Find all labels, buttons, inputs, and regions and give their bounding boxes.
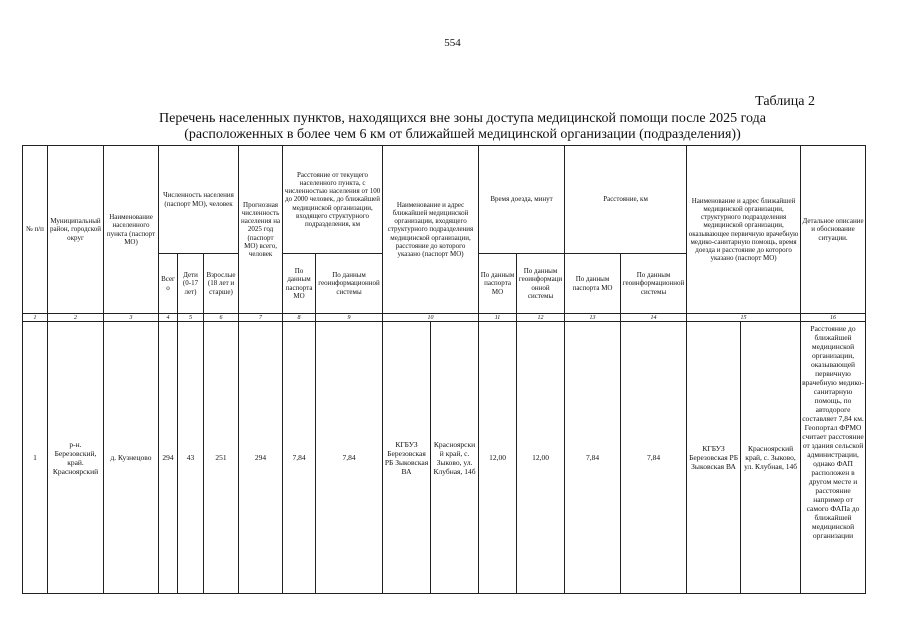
page-number: 554 <box>444 37 461 49</box>
col-number: 10 <box>383 314 479 322</box>
header-distance-to-unit: Расстояние от текущего населенного пункта, с численностью населения от 100 до 2000 человек, до ближайшей медицинской организации, входящего структурного подразделения, км <box>283 146 383 254</box>
column-number-row <box>23 314 866 322</box>
header-pop-total: Всего <box>159 254 178 314</box>
cell-org-name: КГБУЗ Березовская РБ Зыковская ВА <box>383 322 431 594</box>
header-time-geo: По данным геоинформационной системы <box>517 254 565 314</box>
header-pop-adults: Взрослые (18 лет и старше) <box>204 254 239 314</box>
header-municipality: Муниципальный район, городской округ <box>48 146 104 314</box>
cell-num: 1 <box>23 322 48 594</box>
header-travel-time: Время доезда, минут <box>479 146 565 254</box>
cell-time-passport: 12,00 <box>479 322 517 594</box>
header-km-passport: По данным паспорта МО <box>565 254 621 314</box>
col-number: 3 <box>104 314 159 322</box>
cell-description: Расстояние до ближайшей медицинской организации, оказывающей первичную врачебную медико-санитарную помощь, по автодороге составляет 7,84 км. Геопортал ФРМО считает расстояние от здания сельской администрации, однако ФАП расположен в другом месте и расстояние например от самого ФАПа до ближайшей медицинской организации <box>801 322 866 594</box>
header-distance-km: Расстояние, км <box>565 146 687 254</box>
cell-settlement: д. Кузнецово <box>104 322 159 594</box>
header-dist-geo: По данным геоинформационной системы <box>316 254 383 314</box>
header-num: № п/п <box>23 146 48 314</box>
header-km-geo: По данным геоинформационной системы <box>621 254 687 314</box>
cell-forecast: 294 <box>239 322 283 594</box>
col-number: 4 <box>159 314 178 322</box>
document-subtitle: (расположенных в более чем 6 км от ближайшей медицинской организации (подразделения)) <box>184 127 741 142</box>
cell-dist-geo: 7,84 <box>316 322 383 594</box>
cell-km-passport: 7,84 <box>565 322 621 594</box>
col-number: 14 <box>621 314 687 322</box>
cell-dist-passport: 7,84 <box>283 322 316 594</box>
document-title: Перечень населенных пунктов, находящихся вне зоны доступа медицинской помощи после 2025 года <box>159 111 766 126</box>
col-number: 13 <box>565 314 621 322</box>
col-number: 5 <box>178 314 204 322</box>
header-settlement: Наименование населенного пункта (паспорт МО) <box>104 146 159 314</box>
cell-org-address: Красноярский край, с. Зыково, ул. Клубная, 14б <box>431 322 479 594</box>
header-time-passport: По данным паспорта МО <box>479 254 517 314</box>
col-number: 7 <box>239 314 283 322</box>
header-dist-passport: По данным паспорта МО <box>283 254 316 314</box>
cell-pc-org-address: Красноярский край, с. Зыково, ул. Клубная, 14б <box>741 322 801 594</box>
col-number: 15 <box>687 314 801 322</box>
col-number: 16 <box>801 314 866 322</box>
settlements-table <box>22 145 866 594</box>
cell-km-geo: 7,84 <box>621 322 687 594</box>
header-detailed: Детальное описание и обоснование ситуации. <box>801 146 866 314</box>
table-label: Таблица 2 <box>755 94 815 109</box>
cell-pop-children: 43 <box>178 322 204 594</box>
table-row <box>23 322 866 594</box>
header-row-1 <box>23 146 866 254</box>
col-number: 1 <box>23 314 48 322</box>
cell-pop-total: 294 <box>159 322 178 594</box>
header-nearest-org: Наименование и адрес ближайшей медицинской организации, входящего структурного подразделения медицинской организации, расстояние до которого указано (паспорт МО) <box>383 146 479 314</box>
col-number: 8 <box>283 314 316 322</box>
header-primary-care-org: Наименование и адрес ближайшей медицинской организации, структурного подразделения медицинской организации, оказывающее первичную врачебную медико-санитарную помощь, время доезда и расстояние до которого указано (паспорт МО) <box>687 146 801 314</box>
header-population: Численность населения (паспорт МО), человек <box>159 146 239 254</box>
col-number: 9 <box>316 314 383 322</box>
col-number: 6 <box>204 314 239 322</box>
cell-pc-org-name: КГБУЗ Березовская РБ Зыковская ВА <box>687 322 741 594</box>
cell-pop-adults: 251 <box>204 322 239 594</box>
col-number: 11 <box>479 314 517 322</box>
header-pop-children: Дети (0-17 лет) <box>178 254 204 314</box>
cell-municipality: р-н. Березовский, край. Красноярский <box>48 322 104 594</box>
header-forecast: Прогнозная численность населения на 2025 год (паспорт МО) всего, человек <box>239 146 283 314</box>
col-number: 12 <box>517 314 565 322</box>
cell-time-geo: 12,00 <box>517 322 565 594</box>
col-number: 2 <box>48 314 104 322</box>
